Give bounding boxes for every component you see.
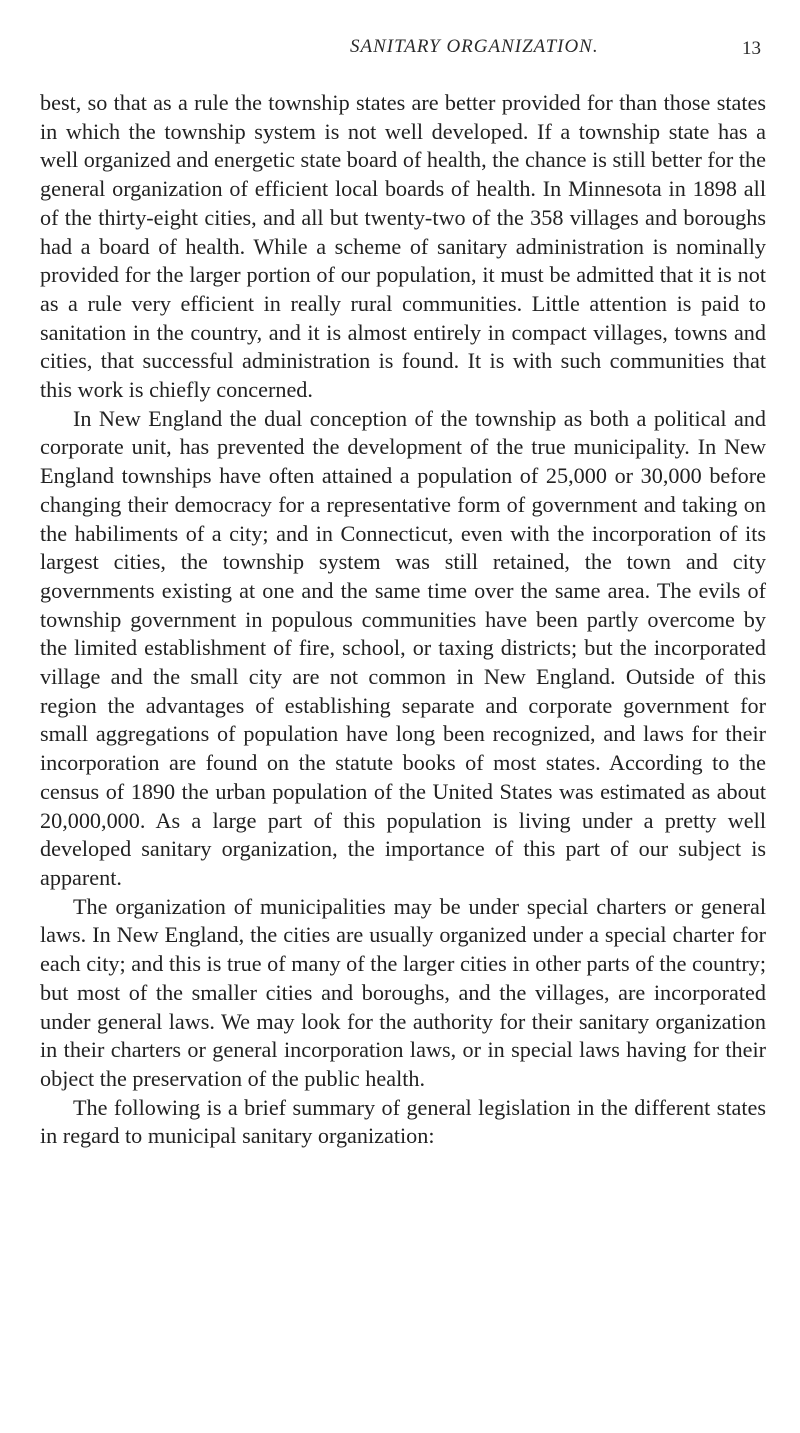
paragraph-new-england: In New England the dual conception of the township as both a political and corporate unit, has prevented the development of the true municipality. In New England townships have often attained a population of 25,000 or 30,000 before changing their democracy for a representative form of government and taking on the habiliments of a city; and in Connecticut, even with the incorporation of its largest cities, the township system was still retained, the town and city governments existing at one and the same time over the same area. The evils of township government in populous communities have been partly overcome by the limited establishment of fire, school, or taxing districts; but the incorporated village and the small city are not common in New England. Outside of this region the advantages of establishing separate and corporate government for small aggregations of population have long been recognized, and laws for their incorporation are found on the statute books of most states. According to the census of 1890 the urban population of the United States was estimated as about 20,000,000. As a large part of this population is living under a pretty well developed sanitary organization, the importance of this part of our subject is apparent.	[40, 405, 766, 890]
paragraph-summary-intro: The following is a brief summary of general legislation in the different states in regard to municipal sanitary organization:	[40, 1094, 766, 1149]
paragraph-continuation: best, so that as a rule the township states are better provided for than those states in which the township system is not well developed. If a township state has a well organized and energetic state board of health, the chance is still better for the general organization of efficient local boards of health. In Minnesota in 1898 all of the thirty-eight cities, and all but twenty-two of the 358 villages and boroughs had a board of health. While a scheme of sanitary administration is nominally provided for the larger portion of our population, it must be admitted that it is not as a rule very efficient in really rural communities. Little attention is paid to sanitation in the country, and it is almost entirely in compact villages, towns and cities, that successful administration is found. It is with such communities that this work is chiefly concerned.	[40, 90, 766, 403]
page-number: 13	[742, 38, 761, 59]
running-title: SANITARY ORGANIZATION.	[350, 36, 599, 57]
paragraph-municipal-organization: The organization of municipalities may be under special charters or general laws. In New England, the cities are usually organized under a special charter for each city; and this is true of many of the larger cities in other parts of the country; but most of the smaller cities and boroughs, and the villages, are incorporated under general laws. We may look for the authority for their sanitary organization in their charters or general incorporation laws, or in special laws having for their object the preservation of the public health.	[40, 893, 766, 1091]
body-text	[40, 89, 766, 1151]
